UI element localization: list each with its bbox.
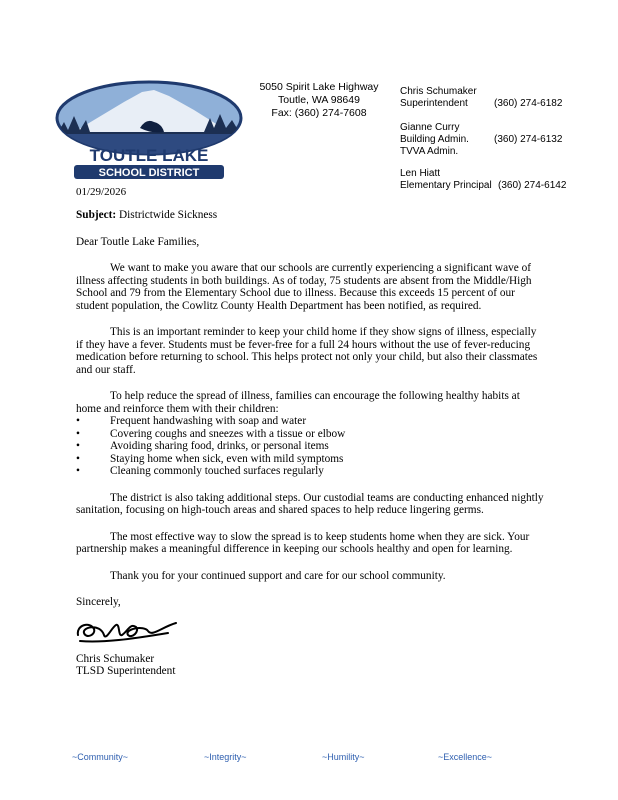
contact-superintendent — [400, 86, 600, 110]
signer-name: Chris Schumaker — [76, 652, 155, 665]
closing: Sincerely, — [76, 596, 121, 608]
paragraph-fever-policy: This is an important reminder to keep your child home if they show signs of illness, especially if they have a fever. Students must be fever-free for a full 24 hours without the use of fever-reducing medication before returning to school. This helps protect not only your child, but also their classmates and our staff. — [76, 326, 538, 376]
subject-label: Subject: — [76, 209, 117, 221]
paragraph-illness-notice: We want to make you aware that our schools are currently experiencing a significant wave of illness affecting students in both buildings. As of today, 75 students are absent from the Middle/High School and 79 from the Elementary School due to illness. Because this exceeds 15 percent of our student population, the Cowlitz County Health Department has been notified, as required. — [76, 262, 532, 312]
contact-name: Chris Schumaker — [400, 86, 477, 97]
paragraph-healthy-habits: To help reduce the spread of illness, families can encourage the following healthy habits at home and reinforce them with their children: — [76, 390, 520, 415]
contact-phone: (360) 274-6142 — [498, 180, 567, 191]
contact-title: Superintendent — [400, 98, 468, 109]
bullet-glyph: • — [76, 440, 80, 452]
contact-title: Elementary Principal — [400, 180, 492, 191]
district-address — [254, 81, 384, 120]
logo-line1: TOUTLE LAKE — [89, 146, 209, 165]
contact-phone: (360) 274-6132 — [494, 134, 563, 145]
salutation: Dear Toutle Lake Families, — [76, 235, 200, 248]
bullet-glyph: • — [76, 465, 80, 477]
list-item: • Staying home when sick, even with mild symptoms — [76, 452, 344, 465]
contact-name: Gianne Curry — [400, 122, 460, 133]
footer-value-community: ~Community~ — [72, 752, 129, 762]
contact-title: Building Admin. — [400, 134, 469, 145]
contact-building-admin — [400, 122, 600, 158]
letter-date: 01/29/2026 — [76, 186, 127, 198]
bullet-glyph: • — [76, 452, 80, 465]
list-item: • Cleaning commonly touched surfaces regularly — [76, 465, 324, 477]
contact-elementary-principal — [400, 168, 600, 192]
contact-extra-title: TVVA Admin. — [400, 146, 459, 157]
paragraph-district-steps: The district is also taking additional steps. Our custodial teams are conducting enhanced nightly sanitation, focusing on high-touch areas and shared spaces to help reduce lingering germs. — [76, 491, 544, 516]
logo-line2: SCHOOL DISTRICT — [98, 167, 200, 179]
signer-title: TLSD Superintendent — [76, 665, 176, 677]
healthy-habits-list — [76, 415, 546, 478]
district-logo — [54, 80, 244, 180]
footer-value-excellence: ~Excellence~ — [438, 752, 493, 762]
address-fax: Fax: (360) 274-7608 — [271, 107, 367, 119]
contact-phone: (360) 274-6182 — [494, 98, 563, 109]
signature-image — [72, 613, 182, 649]
letter-body — [76, 209, 546, 678]
address-street: 5050 Spirit Lake Highway — [259, 81, 379, 93]
list-item: • Frequent handwashing with soap and water — [76, 415, 307, 427]
list-item: • Avoiding sharing food, drinks, or personal items — [76, 440, 329, 452]
paragraph-thanks: Thank you for your continued support and care for our school community. — [110, 569, 446, 582]
bullet-glyph: • — [76, 427, 80, 440]
paragraph-partnership: The most effective way to slow the spread is to keep students home when they are sick. Your partnership makes a meaningful difference in keeping our schools healthy and open for learning. — [76, 530, 530, 555]
subject-line — [76, 209, 546, 222]
address-city: Toutle, WA 98649 — [278, 94, 360, 106]
footer-value-integrity: ~Integrity~ — [204, 752, 247, 762]
footer-value-humility: ~Humility~ — [322, 752, 365, 762]
subject-text: Districtwide Sickness — [116, 209, 218, 221]
list-item: • Covering coughs and sneezes with a tissue or elbow — [76, 427, 346, 440]
bullet-glyph: • — [76, 415, 80, 427]
contact-name: Len Hiatt — [400, 168, 441, 179]
